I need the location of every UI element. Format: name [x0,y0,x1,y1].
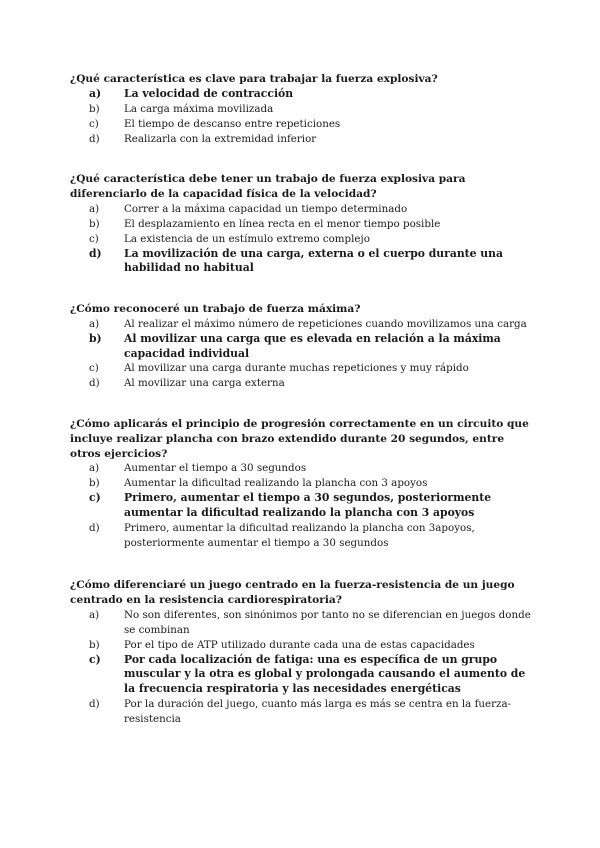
option [70,361,534,376]
option-text: Aumentar el tiempo a 30 segundos [124,462,307,475]
option-letter: c) [89,117,99,130]
option [70,461,534,476]
question-text: ¿Cómo diferenciaré un juego centrado en la fuerza-resistencia de un juego centrado en la resistencia cardiorespiratoria? [70,579,515,606]
option [70,638,534,653]
option [70,697,534,727]
question-block-1 [70,72,534,147]
option-text: Por la duración del juego, cuanto más larga es más se centra en la fuerza-resistencia [124,697,512,725]
option-text: Al realizar el máximo número de repeticiones cuando movilizamos una carga [124,317,527,330]
option-letter: d) [89,377,100,390]
option-letter: b) [89,217,100,230]
question-text: ¿Cómo reconoceré un trabajo de fuerza máxima? [70,303,361,315]
question-text: ¿Cómo aplicarás el principio de progresión correctamente en un circuito que incluye realizar plancha con brazo extendido durante 20 segundos, entre otros ejercicios? [70,418,529,460]
option-letter: a) [89,462,100,475]
option [70,317,534,332]
option-correct [70,332,534,362]
option-text: La movilización de una carga, externa o el cuerpo durante una habilidad no habitual [124,246,503,275]
option [70,476,534,491]
option-letter: b) [89,477,100,490]
option-text: Por el tipo de ATP utilizado durante cada una de estas capacidades [124,638,475,651]
option-letter: d) [89,132,100,145]
option-letter: c) [89,362,99,375]
option [70,217,534,232]
question-block-3 [70,302,534,391]
option-correct [70,87,534,102]
option-text: Realizarla con la extremidad inferior [124,132,317,145]
option-letter: a) [89,608,100,621]
option-letter: b) [89,638,100,651]
option [70,376,534,391]
option-text: Al movilizar una carga que es elevada en relación a la máxima capacidad individual [124,331,501,360]
option-list [70,317,534,392]
option-text: Por cada localización de fatiga: una es específica de un grupo muscular y la otra es global y prolongada causando el aumento de la frecuencia respiratoria y las necesidades energéticas [124,652,526,696]
option-letter: d) [89,246,102,260]
option-text: Aumentar la dificultad realizando la plancha con 3 apoyos [124,477,428,490]
option-letter: c) [89,652,101,666]
option-letter: c) [89,491,101,505]
option-letter: d) [89,697,100,710]
option-list [70,608,534,727]
option [70,521,534,551]
option [70,608,534,638]
option-correct [70,491,534,521]
option-text: Primero, aumentar el tiempo a 30 segundos, posteriormente aumentar la dificultad realizando la plancha con 3 apoyos [124,491,492,520]
question-block-5 [70,578,534,727]
option-text: La carga máxima movilizada [124,102,274,115]
option-letter: a) [89,202,100,215]
option [70,232,534,247]
option-text: Primero, aumentar la dificultad realizando la plancha con 3apoyos, posteriormente aumentar el tiempo a 30 segundos [124,521,475,549]
option-letter: b) [89,102,100,115]
option [70,132,534,147]
question-block-4 [70,417,534,551]
option-text: La velocidad de contracción [124,86,294,100]
option-list [70,461,534,551]
option-correct [70,653,534,697]
option-text: Correr a la máxima capacidad un tiempo determinado [124,202,408,215]
question-text: ¿Qué característica debe tener un trabajo de fuerza explosiva para diferenciarlo de la capacidad física de la velocidad? [70,173,466,200]
option-text: Al movilizar una carga externa [124,377,285,390]
option-list [70,202,534,277]
option-letter: b) [89,331,102,345]
question-block-2 [70,172,534,276]
option-text: La existencia de un estímulo extremo complejo [124,232,370,245]
option-correct [70,247,534,277]
option-list [70,87,534,147]
option [70,202,534,217]
option-letter: a) [89,86,102,100]
option-letter: d) [89,521,100,534]
option [70,117,534,132]
option-text: No son diferentes, son sinónimos por tanto no se diferencian en juegos donde se combinan [124,608,531,636]
option-text: Al movilizar una carga durante muchas repeticiones y muy rápido [124,362,469,375]
question-text: ¿Qué característica es clave para trabajar la fuerza explosiva? [70,73,438,85]
option-letter: a) [89,317,100,330]
option-text: El tiempo de descanso entre repeticiones [124,117,341,130]
option [70,102,534,117]
option-letter: c) [89,232,99,245]
option-text: El desplazamiento en línea recta en el menor tiempo posible [124,217,441,230]
